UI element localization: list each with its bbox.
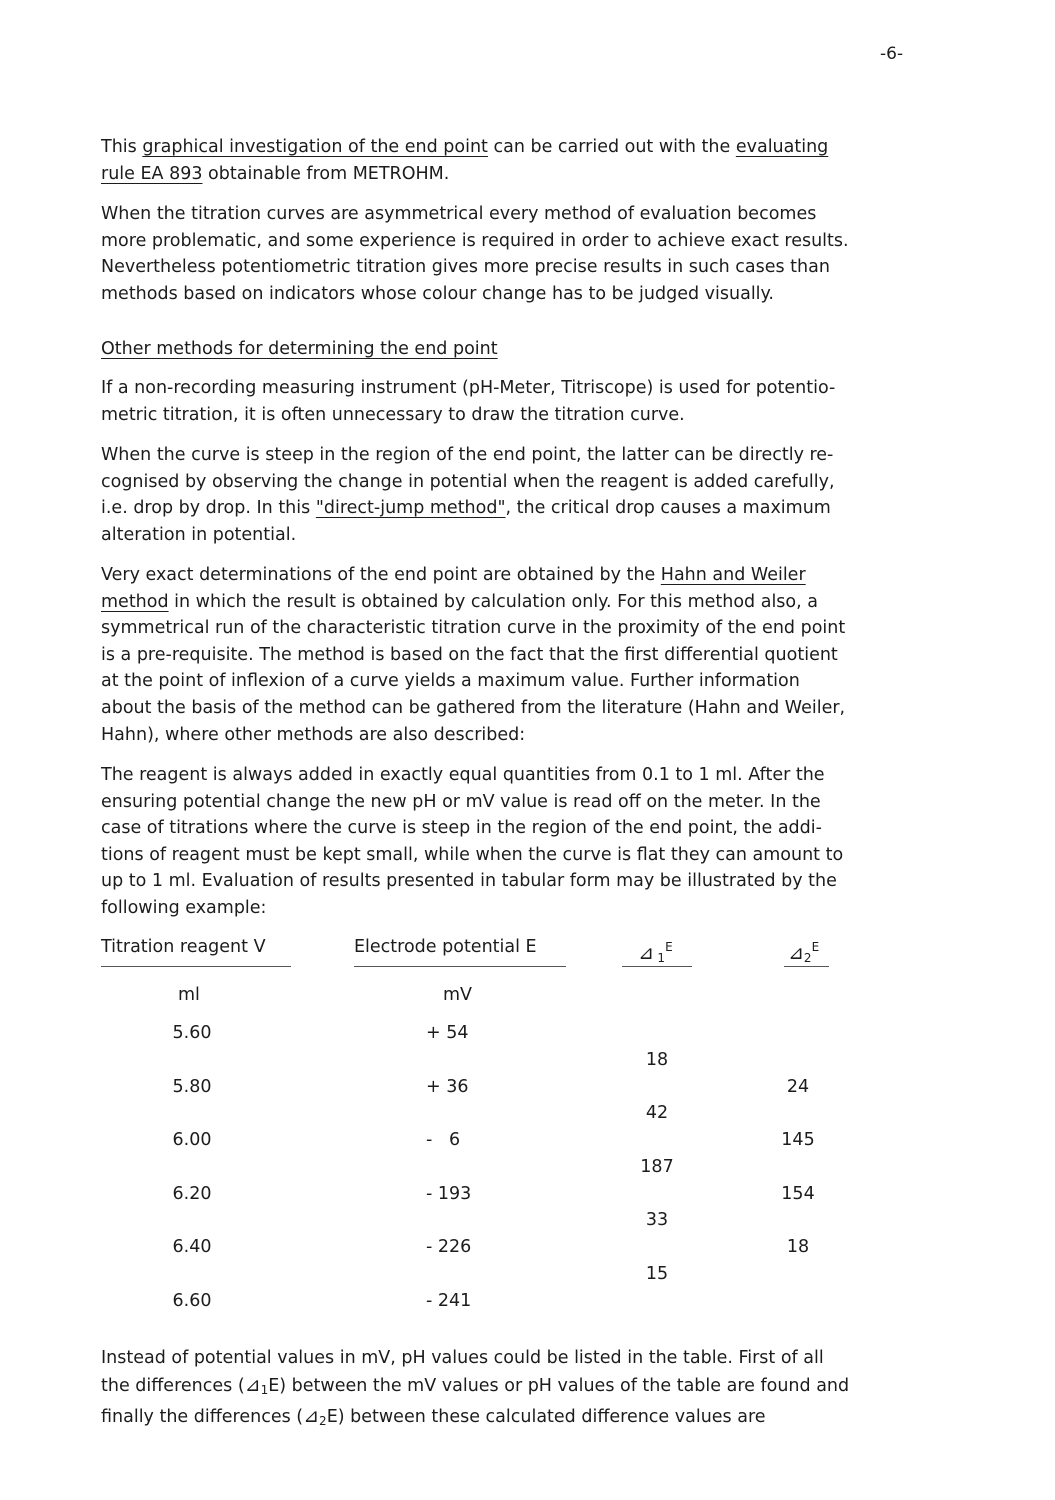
text-line bbox=[101, 589, 981, 616]
text-line: alteration in potential. bbox=[101, 524, 297, 545]
header-rule bbox=[622, 966, 692, 967]
text-line: Hahn), where other methods are also described: bbox=[101, 724, 526, 745]
text-line: ensuring potential change the new pH or mV value is read off on the meter. In the bbox=[101, 791, 821, 812]
text-line: case of titrations where the curve is steep in the region of the end point, the addi- bbox=[101, 818, 822, 839]
text-line: cognised by observing the change in potential when the reagent is added carefully, bbox=[101, 471, 835, 492]
paragraph-reagent-addition bbox=[101, 762, 981, 922]
text-line bbox=[101, 1372, 981, 1404]
text-run: This bbox=[101, 137, 143, 157]
delta-symbol: ⊿ bbox=[303, 1405, 320, 1428]
delta1-cell: 33 bbox=[645, 1210, 669, 1231]
volume-cell: 6.20 bbox=[172, 1183, 212, 1204]
text-line bbox=[101, 562, 981, 589]
text-line: tions of reagent must be kept small, while when the curve is flat they can amount to bbox=[101, 844, 844, 865]
subscript: 2 bbox=[803, 951, 812, 965]
header-titration-reagent: Titration reagent V bbox=[101, 937, 266, 957]
text-line: is a pre-requisite. The method is based on the fact that the first differential quotient bbox=[101, 644, 838, 665]
underlined-term: graphical investigation of the end point bbox=[142, 137, 488, 157]
unit-ml: ml bbox=[178, 985, 200, 1005]
underlined-term: method bbox=[101, 591, 169, 612]
text-line bbox=[101, 495, 981, 522]
volume-cell: 6.60 bbox=[172, 1290, 212, 1311]
underlined-term: "direct-jump method" bbox=[315, 498, 506, 519]
delta2-cell: 18 bbox=[786, 1237, 810, 1257]
superscript: E bbox=[811, 940, 820, 954]
header-electrode-potential: Electrode potential E bbox=[354, 937, 537, 957]
text-run: Very exact determinations of the end point are obtained by the bbox=[101, 565, 661, 585]
delta1-cell: 42 bbox=[645, 1103, 669, 1124]
text-line bbox=[101, 161, 981, 188]
potential-cell: - 193 bbox=[426, 1183, 472, 1204]
text-line: methods based on indicators whose colour change has to be judged visually. bbox=[101, 283, 774, 304]
text-line: up to 1 ml. Evaluation of results presented in tabular form may be illustrated by the bbox=[101, 871, 837, 892]
text-run: obtainable from METROHM. bbox=[202, 163, 450, 184]
delta2-cell: 154 bbox=[781, 1183, 815, 1204]
underlined-term: rule EA 893 bbox=[101, 163, 203, 184]
volume-cell: 5.60 bbox=[172, 1023, 212, 1043]
text-line: Instead of potential values in mV, pH values could be listed in the table. First of all bbox=[101, 1348, 824, 1368]
text-line bbox=[101, 134, 981, 161]
subscript: 2 bbox=[319, 1414, 327, 1429]
header-rule bbox=[784, 966, 829, 967]
delta1-cell: 187 bbox=[640, 1156, 674, 1177]
potential-cell: - 6 bbox=[426, 1130, 461, 1150]
text-line: Nevertheless potentiometric titration gives more precise results in such cases than bbox=[101, 257, 830, 278]
text-line: The reagent is always added in exactly equal quantities from 0.1 to 1 ml. After the bbox=[101, 765, 825, 785]
page-number: -6- bbox=[880, 44, 904, 64]
delta-symbol: ⊿ bbox=[244, 1373, 261, 1396]
text-run: E) between the mV values or pH values of the table are found and bbox=[268, 1375, 850, 1396]
text-line: If a non-recording measuring instrument (pH-Meter, Titriscope) is used for potentio- bbox=[101, 378, 836, 398]
underlined-term: evaluating bbox=[735, 137, 829, 157]
section-heading: Other methods for determining the end point bbox=[101, 339, 498, 359]
underlined-term: Hahn and Weiler bbox=[660, 565, 806, 585]
delta2-cell: 145 bbox=[781, 1130, 815, 1150]
volume-cell: 5.80 bbox=[172, 1076, 212, 1097]
delta-symbol: ⊿ bbox=[638, 942, 654, 964]
superscript: E bbox=[665, 940, 673, 954]
text-run: finally the differences ( bbox=[101, 1407, 304, 1428]
text-line: symmetrical run of the characteristic titration curve in the proximity of the end point bbox=[101, 618, 846, 639]
header-rule bbox=[101, 966, 291, 967]
paragraph-direct-jump bbox=[101, 442, 981, 548]
text-line: When the titration curves are asymmetrical every method of evaluation becomes bbox=[101, 204, 817, 224]
text-run: in which the result is obtained by calculation only. For this method also, a bbox=[168, 591, 818, 612]
unit-mv: mV bbox=[443, 985, 473, 1005]
paragraph-evaluating-rule bbox=[101, 134, 981, 187]
text-line: about the basis of the method can be gathered from the literature (Hahn and Weiler, bbox=[101, 697, 846, 718]
delta1-cell: 15 bbox=[645, 1263, 669, 1284]
potential-cell: + 36 bbox=[426, 1076, 469, 1097]
delta-symbol: ⊿ bbox=[788, 942, 804, 964]
subscript: 1 bbox=[260, 1382, 269, 1397]
volume-cell: 6.00 bbox=[172, 1130, 212, 1150]
delta1-cell: 18 bbox=[645, 1049, 669, 1070]
text-run: can be carried out with the bbox=[487, 137, 736, 157]
text-line: metric titration, it is often unnecessary to draw the titration curve. bbox=[101, 404, 685, 425]
potential-cell: - 241 bbox=[426, 1290, 472, 1311]
text-run: E) between these calculated difference values are bbox=[326, 1407, 766, 1428]
paragraph-hahn-weiler bbox=[101, 562, 981, 748]
text-run: i.e. drop by drop. In this bbox=[101, 498, 316, 519]
potential-cell: - 226 bbox=[426, 1237, 472, 1257]
text-line: following example: bbox=[101, 897, 267, 918]
subscript: 1 bbox=[657, 951, 666, 965]
text-line: at the point of inflexion of a curve yields a maximum value. Further information bbox=[101, 671, 800, 692]
text-line: more problematic, and some experience is required in order to achieve exact results. bbox=[101, 230, 849, 251]
header-rule bbox=[354, 966, 566, 967]
delta2-cell: 24 bbox=[786, 1076, 810, 1097]
text-line bbox=[101, 1403, 981, 1435]
text-run: , the critical drop causes a maximum bbox=[505, 498, 831, 519]
paragraph-non-recording bbox=[101, 375, 981, 428]
paragraph-ph-values bbox=[101, 1345, 981, 1435]
volume-cell: 6.40 bbox=[172, 1237, 212, 1257]
paragraph-asymmetrical-curves bbox=[101, 201, 981, 307]
potential-cell: + 54 bbox=[426, 1023, 469, 1043]
text-line: When the curve is steep in the region of the end point, the latter can be directly re- bbox=[101, 445, 834, 465]
text-run: the differences ( bbox=[101, 1375, 245, 1396]
